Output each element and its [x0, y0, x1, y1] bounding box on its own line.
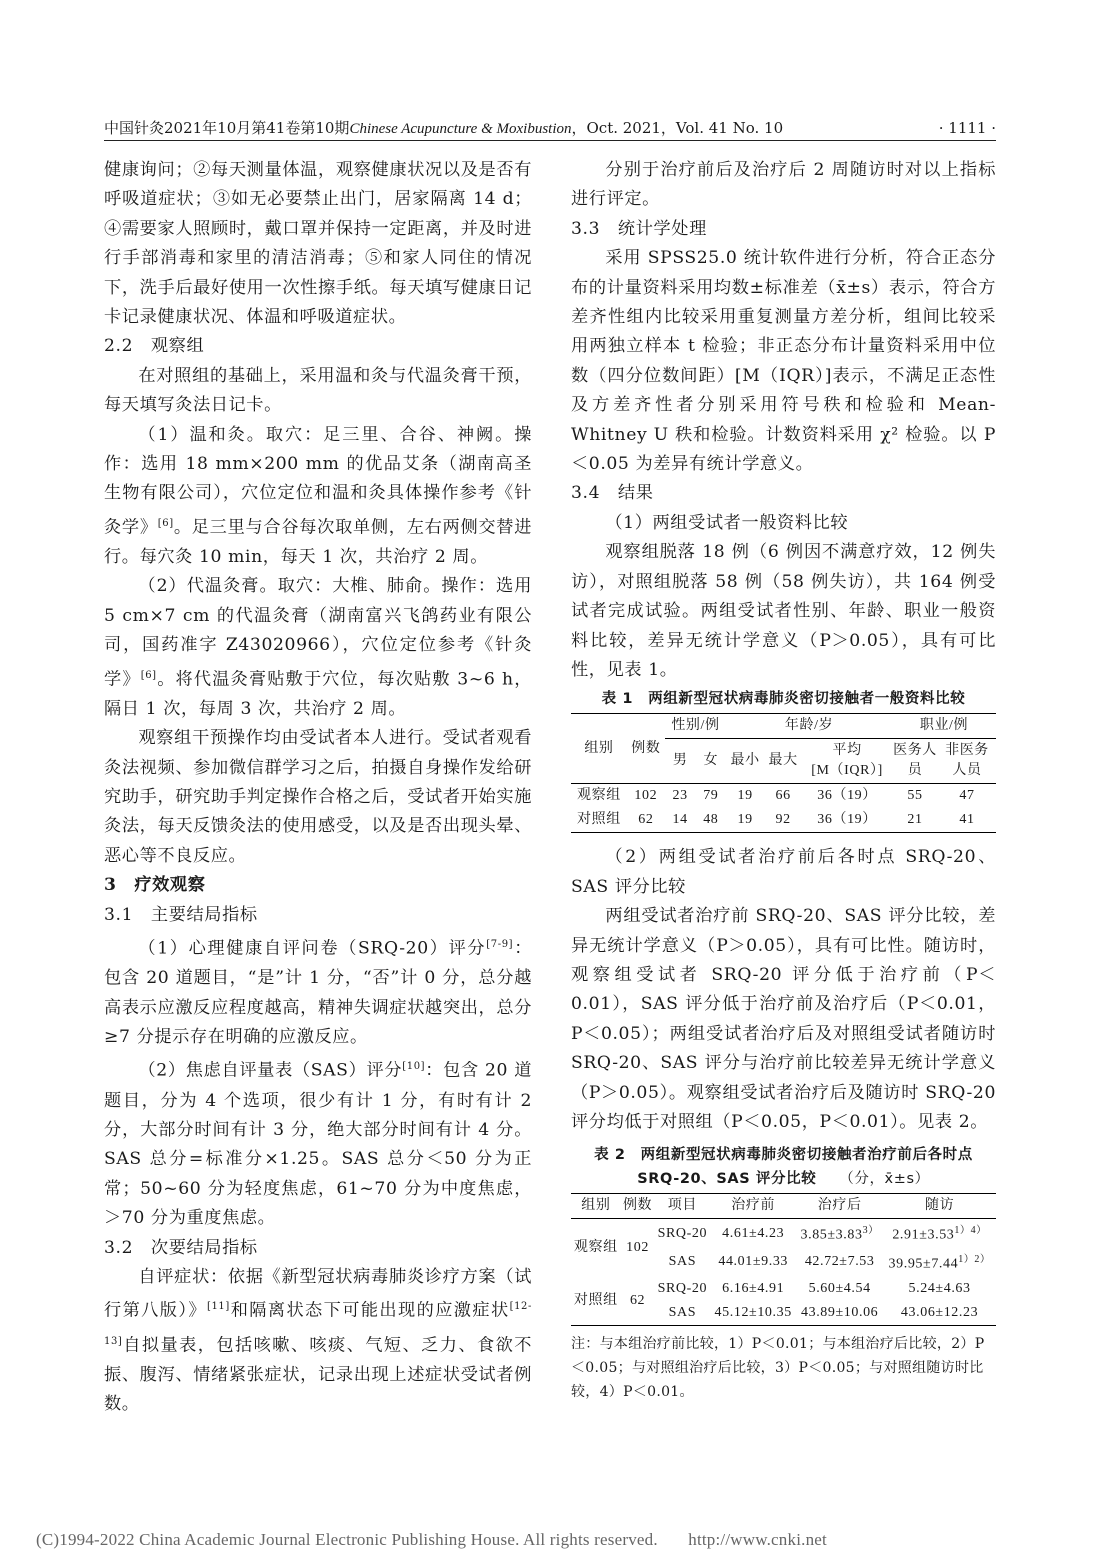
table-cell: 36（19） — [817, 812, 877, 828]
table-cell: 44.01±9.33 — [718, 1254, 789, 1270]
table-header: 职业/例 — [892, 714, 996, 739]
cell-value: 3.85±3.83 — [800, 1228, 863, 1244]
paragraph — [104, 930, 532, 1052]
table-cell: 92 — [775, 812, 791, 828]
table-cell: 14 — [672, 812, 688, 828]
citation-ref: [12-13] — [104, 1301, 532, 1347]
table-cell — [796, 1248, 883, 1277]
table-header: 随访 — [883, 1194, 996, 1219]
table-cell: 48 — [703, 812, 719, 828]
text-run: 自拟量表，包括咳嗽、咳痰、气短、乏力、食欲不振、腹泻、情绪紧张症状，记录出现上述症状受试者例数。 — [104, 1335, 532, 1415]
caption-unit: （分，x̄±s） — [846, 1171, 930, 1188]
table-header: 治疗前 — [710, 1194, 796, 1219]
table-cell: 5.24±4.63 — [908, 1280, 971, 1296]
table-cell: 102 — [627, 784, 665, 809]
table-cell: 43.06±12.23 — [900, 1304, 979, 1320]
section-heading-3-1: 3.1 主要结局指标 — [104, 904, 258, 925]
table-cell: 62 — [638, 812, 654, 828]
paragraph — [104, 1263, 532, 1420]
header-text: [M（IQR）] — [811, 763, 883, 779]
table-cell: 观察组 — [573, 1240, 618, 1256]
issue-info: ，Oct. 2021，Vol. 41 No. 10 — [571, 119, 784, 137]
table-header: 例数 — [621, 1194, 655, 1219]
text-run: （2）代温灸膏。取穴：大椎、肺俞。操作：选用 5 cm×7 cm 的代温灸膏（湖南富兴飞鸽药业有限公司，国药准字 Z43020966），穴位定位参考《针灸学》 — [104, 576, 532, 690]
table-header: 医务人员 — [893, 743, 937, 779]
journal-name-cn: 中国针灸2021年10月第41卷第10期 — [104, 119, 350, 137]
sig-mark: 1）2） — [958, 1254, 991, 1266]
table-cell: SAS — [668, 1254, 697, 1270]
table-header: 最大 — [768, 753, 798, 769]
text-run: （1）心理健康自评问卷（SRQ-20）评分 — [138, 938, 487, 959]
copyright-footer — [36, 1530, 1066, 1550]
table-cell: 5.60±4.54 — [808, 1280, 871, 1296]
text-run: 和隔离状态下可能出现的应激症状 — [229, 1301, 510, 1322]
text-run: （2）焦虑自评量表（SAS）评分 — [138, 1061, 403, 1082]
table-cell: 45.12±10.35 — [714, 1304, 792, 1320]
subheading: （1）两组受试者一般资料比较 — [605, 512, 849, 533]
table-cell: SAS — [668, 1304, 697, 1320]
caption-line: 表 2 两组新型冠状病毒肺炎密切接触者治疗前后各时点 — [594, 1147, 973, 1164]
table1-caption: 表 1 两组新型冠状病毒肺炎密切接触者一般资料比较 — [601, 691, 966, 708]
citation-ref: [10] — [402, 1061, 426, 1073]
text-run: 。足三里与合谷每次取单侧，左右两侧交替进行。每穴灸 10 min，每天 1 次，共治疗 2 周。 — [104, 517, 532, 568]
table-header: 项目 — [654, 1194, 710, 1219]
caption-line: SRQ-20、SAS 评分比较 — [637, 1171, 817, 1188]
text-run: 自评症状：依据《新型冠状病毒肺炎诊疗方案（试行第八版）》 — [104, 1266, 532, 1322]
copyright-text: (C)1994-2022 China Academic Journal Electronic Publishing House. All rights reserved. — [36, 1530, 658, 1549]
running-header — [104, 116, 996, 141]
table1 — [571, 713, 996, 833]
text-run: ：包含 20 道题目，分为 4 个选项，很少有计 1 分，有时有计 2 分，大部分时间有计 3 分，绝大部分时间有计 4 分。SAS 总分=标准分×1.25。SAS 总分＜50 分为正常；50~60 分为轻度焦虑，61~70 分为中度焦虑，＞70 分为重度焦虑。 — [104, 1061, 532, 1229]
table-header — [802, 739, 892, 784]
text-run: （1）温和灸。取穴：足三里、合谷、神阙。操作：选用 18 mm×200 mm 的优品艾条（湖南高圣生物有限公司），穴位定位和温和灸具体操作参考《针灸学》 — [104, 424, 532, 538]
table-cell — [883, 1219, 996, 1248]
table-cell: 62 — [629, 1292, 646, 1308]
section-heading-3-3: 3.3 统计学处理 — [571, 218, 707, 239]
citation-ref: [6] — [140, 669, 157, 681]
table-header: 性别/例 — [665, 714, 726, 739]
citation-ref: [11] — [206, 1301, 230, 1313]
table-cell — [796, 1219, 883, 1248]
table-cell: 102 — [626, 1240, 649, 1256]
cell-value: 42.72±7.53 — [804, 1254, 875, 1270]
table-cell: 55 — [892, 784, 938, 809]
page-number: · 1111 · — [938, 119, 996, 137]
cell-value: 2.91±3.53 — [892, 1228, 955, 1244]
paragraph: 观察组脱落 18 例（6 例因不满意疗效，12 例失访），对照组脱落 58 例（58 例失访），共 164 例受试者完成试验。两组受试者性别、年龄、职业一般资料比较，差异无统计学意义（P＞0.05），具有可比性，见表 1。 — [571, 542, 996, 680]
table-header: 男 — [672, 753, 688, 769]
right-column — [571, 156, 996, 1404]
journal-citation — [104, 116, 783, 141]
table-cell — [883, 1248, 996, 1277]
left-column — [104, 156, 532, 1419]
section-heading-3: 3 疗效观察 — [104, 875, 206, 896]
journal-name-en: Chinese Acupuncture & Moxibustion — [349, 121, 572, 137]
section-heading-2-2: 2.2 观察组 — [104, 336, 205, 357]
table-cell: SRQ-20 — [657, 1280, 708, 1296]
table-header: 最小 — [730, 753, 760, 769]
table-cell: SRQ-20 — [657, 1225, 708, 1241]
section-heading-3-2: 3.2 次要结局指标 — [104, 1237, 258, 1258]
table-cell: 对照组 — [573, 1292, 618, 1308]
table-cell: 41 — [959, 812, 975, 828]
paragraph — [104, 421, 532, 573]
paragraph — [104, 1052, 532, 1233]
table-cell: 观察组 — [571, 784, 627, 809]
text-run: ：包含 20 道题目，“是”计 1 分，“否”计 0 分，总分越高表示应激反应程度越高，精神失调症状越突出，总分≥7 分提示存在明确的应激反应。 — [104, 938, 532, 1047]
table-cell: 4.61±4.23 — [722, 1225, 785, 1241]
paragraph: 采用 SPSS25.0 统计软件进行分析，符合正态分布的计量资料采用均数±标准差（x̄±s）表示，符合方差齐性组内比较采用重复测量方差分析，组间比较采用两独立样本 t 检验；非正态分布计量资料采用中位数（四分位数间距）[M（IQR）]表示，不满足正态性及方差齐性者分别采用符号秩和检验和 Mean-Whitney U 秩和检验。计数资料采用 χ² 检验。以 P＜0.05 为差异有统计学意义。 — [571, 248, 996, 475]
cell-value: 39.95±7.44 — [888, 1256, 959, 1272]
table-cell: 6.16±4.91 — [722, 1280, 785, 1296]
site-url: http://www.cnki.net — [688, 1530, 827, 1549]
table-cell: 79 — [695, 784, 726, 809]
header-text: 平均 — [832, 743, 862, 759]
table-row — [571, 1219, 996, 1248]
table-cell: 19 — [726, 784, 764, 809]
paragraph: 两组受试者治疗前 SRQ-20、SAS 评分比较，差异无统计学意义（P＞0.05），具有可比性。随访时，观察组受试者 SRQ-20 评分低于治疗前（P＜0.01），SAS 评分低于治疗前及治疗后（P＜0.01，P＜0.05）；两组受试者治疗后及对照组受试者随访时 SRQ-20、SAS 评分与治疗前比较差异无统计学意义（P＞0.05）。观察组受试者治疗后及随访时 SRQ-20 评分均低于对照组（P＜0.05，P＜0.01）。见表 2。 — [571, 906, 996, 1132]
table-header: 组别 — [571, 1194, 621, 1219]
table2-caption — [571, 1143, 996, 1191]
table-header: 治疗后 — [796, 1194, 883, 1219]
citation-ref: [7-9] — [486, 939, 514, 951]
table-row — [571, 808, 996, 833]
table-row — [571, 784, 996, 809]
section-heading-3-4: 3.4 结果 — [571, 483, 654, 504]
table-cell: 23 — [665, 784, 696, 809]
sig-mark: 3） — [862, 1225, 879, 1237]
text-run: 。将代温灸膏贴敷于穴位，每次贴敷 3~6 h，隔日 1 次，每周 3 次，共治疗 2 周。 — [104, 669, 532, 719]
table-cell: 21 — [907, 812, 923, 828]
paragraph: 分别于治疗前后及治疗后 2 周随访时对以上指标进行评定。 — [571, 160, 996, 210]
table-cell: 43.89±10.06 — [801, 1304, 879, 1320]
paragraph: 观察组干预操作均由受试者本人进行。受试者观看灸法视频、参加微信群学习之后，拍摄自身操作发给研究助手，研究助手判定操作合格之后，受试者开始实施灸法，每天反馈灸法的使用感受，以及是否出现头晕、恶心等不良反应。 — [104, 728, 532, 866]
table2-note: 注：与本组治疗前比较，1）P＜0.01；与本组治疗后比较，2）P＜0.05；与对照组治疗后比较，3）P＜0.05；与对照组随访时比较，4）P＜0.01。 — [571, 1335, 985, 1400]
table-header: 例数 — [631, 740, 661, 756]
subheading: （2）两组受试者治疗前后各时点 SRQ-20、SAS 评分比较 — [571, 847, 996, 897]
citation-ref: [6] — [157, 517, 174, 529]
table-cell: 47 — [938, 784, 996, 809]
table-cell: 36（19） — [802, 784, 892, 809]
paragraph — [104, 572, 532, 724]
paragraph: 健康询问；②每天测量体温，观察健康状况以及是否有呼吸道症状；③如无必要禁止出门，居家隔离 14 d；④需要家人照顾时，戴口罩并保持一定距离，并及时进行手部消毒和家里的清洁消毒；⑤和家人同住的情况下，洗手后最好使用一次性擦手纸。每天填写健康日记卡记录健康状况、体温和呼吸道症状。 — [104, 160, 532, 328]
table-header: 组别 — [584, 740, 614, 756]
table-header: 非医务人员 — [945, 743, 989, 779]
table-cell: 对照组 — [577, 812, 621, 828]
table2 — [571, 1193, 996, 1325]
table-cell: 66 — [764, 784, 802, 809]
sig-mark: 1）4） — [954, 1225, 987, 1237]
table-cell: 19 — [737, 812, 753, 828]
table-header: 女 — [703, 753, 719, 769]
table-row — [571, 1277, 996, 1301]
table-header: 年龄/岁 — [726, 714, 892, 739]
paragraph: 在对照组的基础上，采用温和灸与代温灸膏干预，每天填写灸法日记卡。 — [104, 365, 532, 416]
